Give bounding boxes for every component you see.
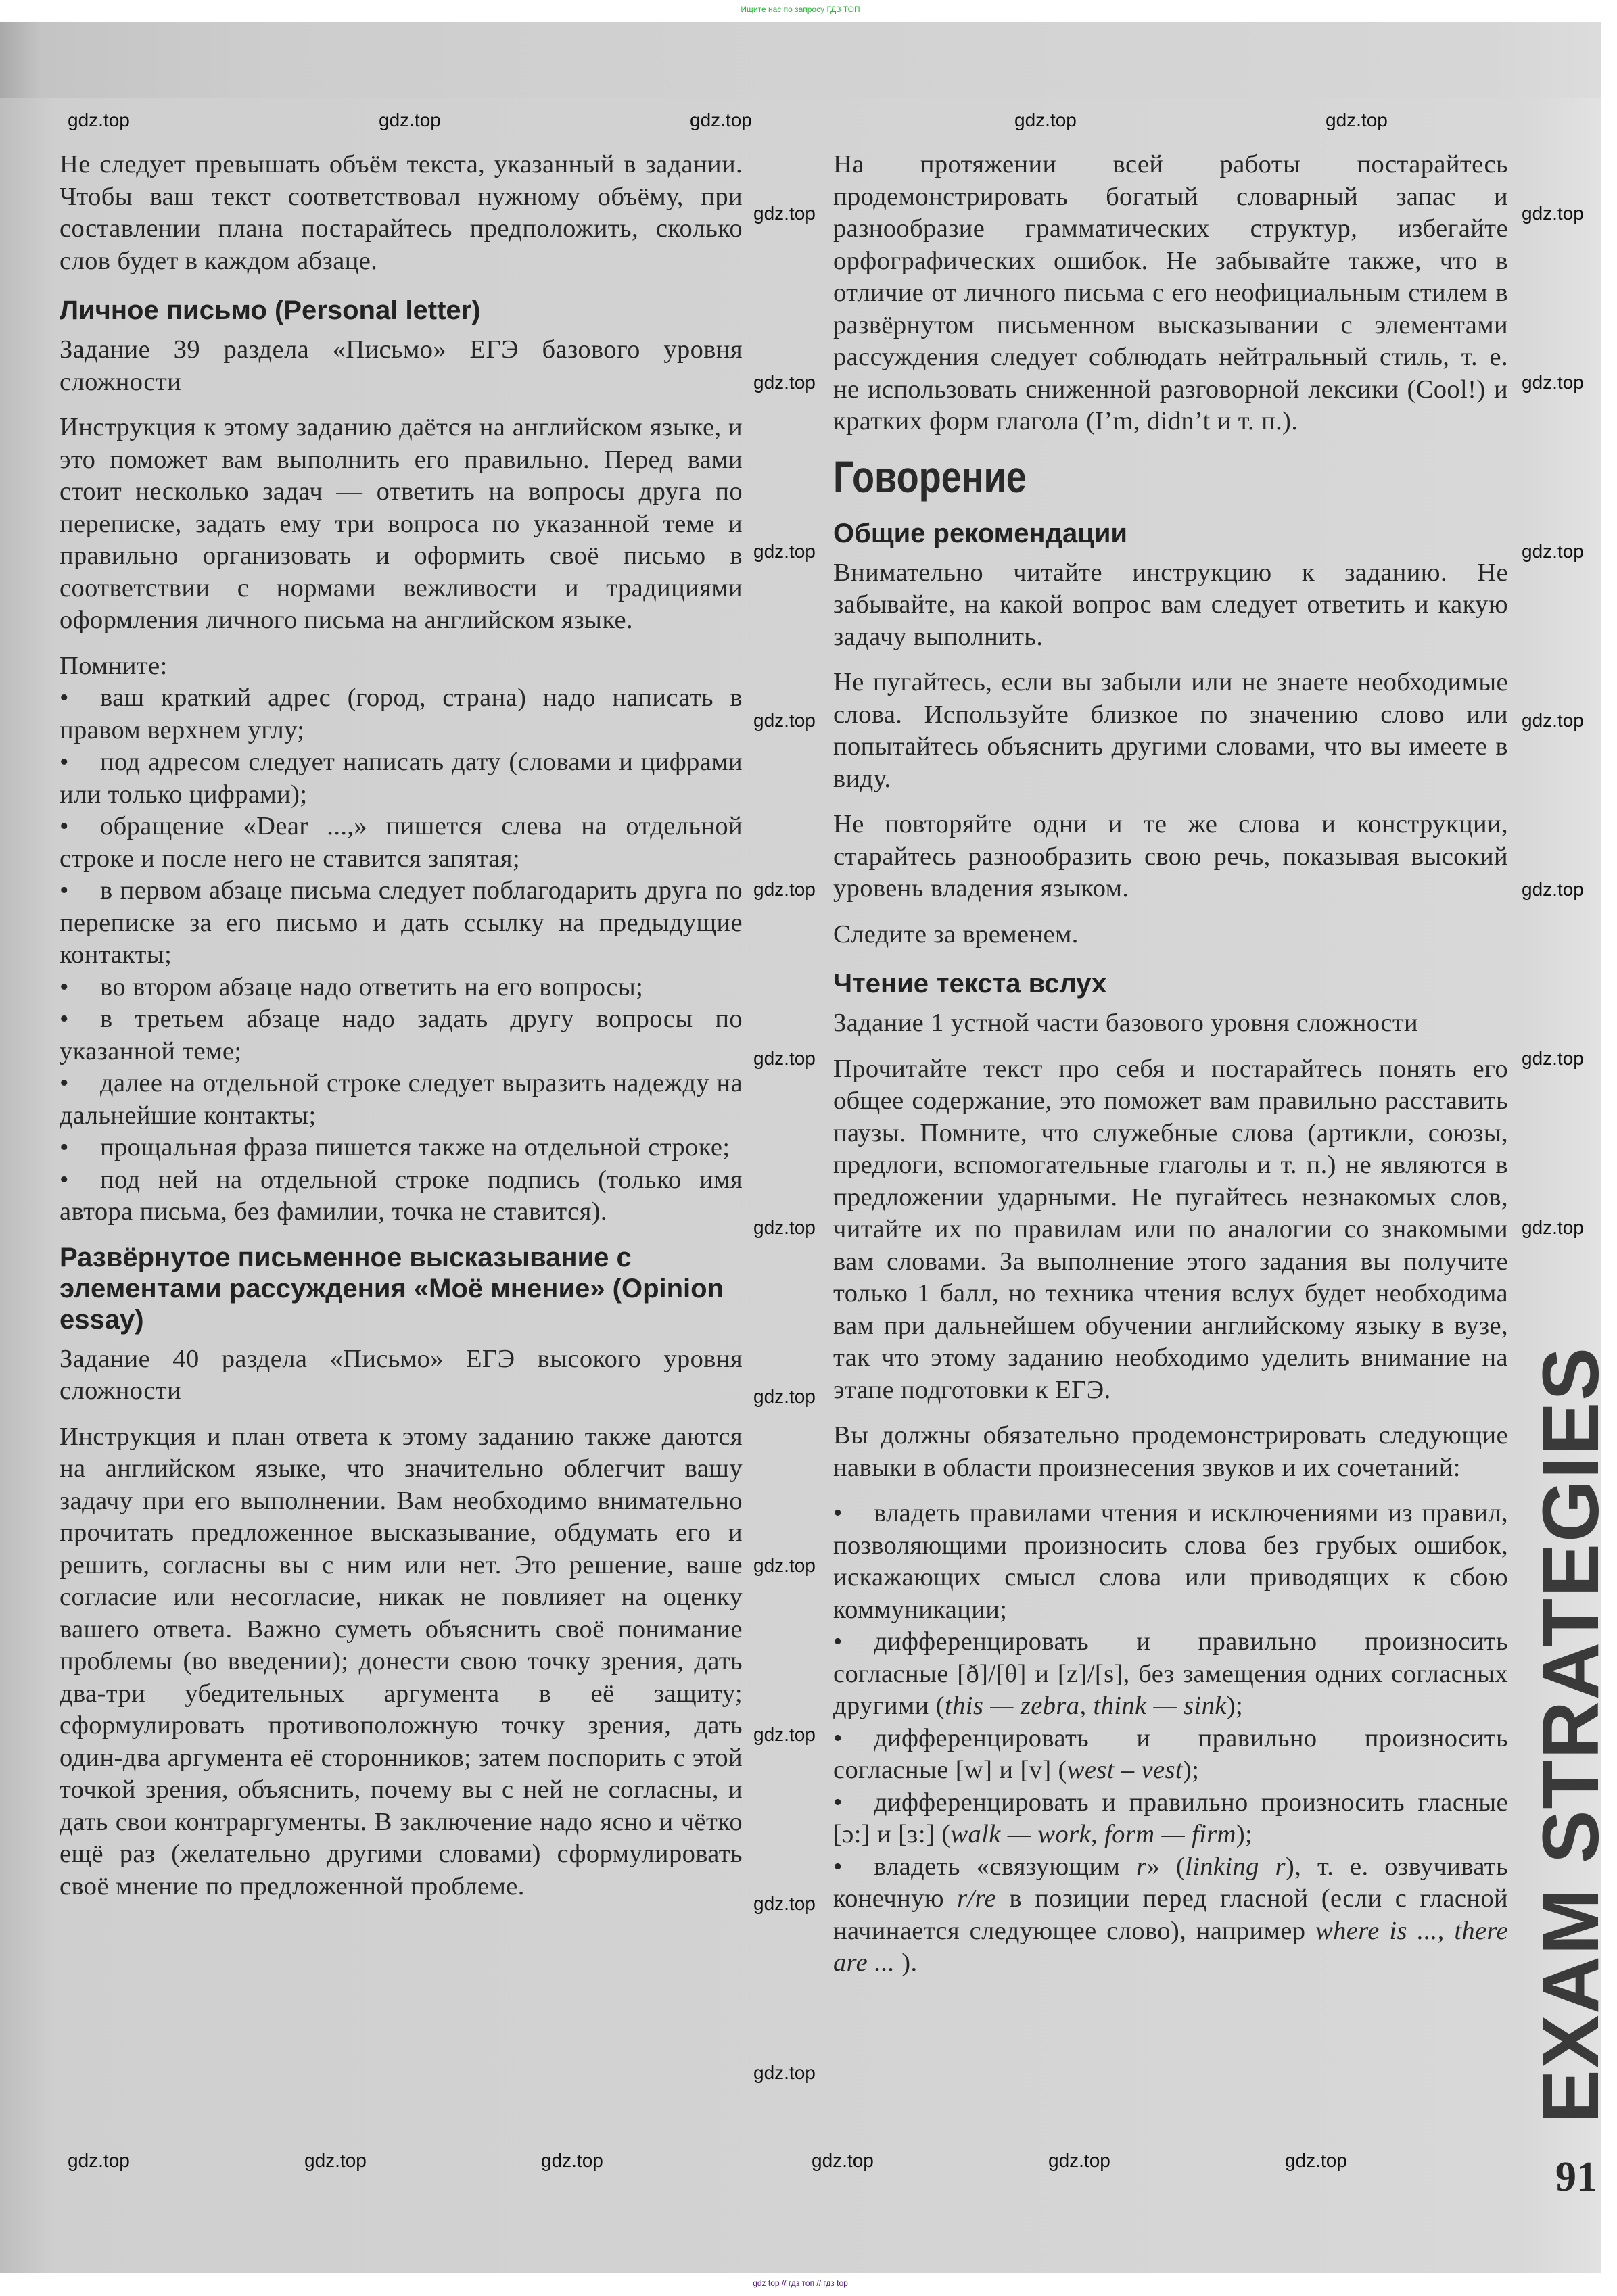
bullet-item (60, 682, 743, 746)
left-column (60, 149, 743, 1916)
watermark-text: gdz.top (379, 110, 441, 130)
watermark-text: gdz.top (1522, 541, 1584, 562)
bullet-icon: • (833, 1723, 843, 1752)
bullet-item (60, 972, 743, 1004)
bullet-text: в третьем абзаце надо задать другу вопросы по указанной теме; (60, 1005, 743, 1066)
watermark-text: gdz.top (1326, 110, 1388, 130)
paragraph: Не пугайтесь, если вы забыли или не знаете необходимые слова. Используйте близкое по значению слово или попытайтесь объяснить другими словами, что вы имеете в виду. (833, 668, 1508, 793)
right-column (833, 149, 1508, 1980)
bullet-item (60, 875, 743, 972)
bullet-text: ); (1236, 1820, 1253, 1848)
bullet-text: во втором абзаце надо ответить на его вопросы; (100, 972, 644, 1001)
watermark-text: gdz.top (753, 1386, 816, 1407)
bullet-item (833, 1787, 1508, 1851)
page-number: 91 (1555, 2154, 1597, 2200)
watermark-text: gdz.top (1048, 2150, 1110, 2171)
bullet-text: ); (1226, 1692, 1244, 1720)
bullet-item (833, 1626, 1508, 1723)
chapter-heading: Говорение (833, 451, 1027, 502)
paragraph: Задание 40 раздела «Письмо» ЕГЭ высокого уровня сложности (60, 1344, 743, 1405)
paragraph: На протяжении всей работы постарайтесь продемонстрировать богатый словарный запас и разнообразие грамматических структур, избегайте орфографических ошибок. Не забывайте также, что в отличие от личного письма с его неофициальным стилем в развёрнутом письменном высказывании с элементами рассуждения следует соблюдать нейтральный стиль, т. е. не использовать сниженной разговорной лексики (Cool!) и кратких форм глагола (I’m, didn’t и т. п.). (833, 150, 1508, 435)
bullet-icon: • (833, 1499, 843, 1527)
section-heading: Личное письмо (Personal letter) (60, 295, 481, 325)
top-banner[interactable]: Ищите нас по запросу ГДЗ ТОП (741, 5, 860, 14)
italic-example: west – vest (1067, 1756, 1183, 1784)
section-heading: Развёрнутое письменное высказывание с элементами рассуждения «Моё мнение» (Opinion essay) (60, 1242, 724, 1335)
bullet-icon: • (60, 1165, 69, 1194)
paragraph: Не следует превышать объём текста, указанный в задании. Чтобы ваш текст соответствовал нужному объёму, при составлении плана постарайтесь предположить, сколько слов будет в каждом абзаце. (60, 150, 743, 275)
paragraph: Внимательно читайте инструкцию к заданию. Не забывайте, на какой вопрос вам следует ответить и какую задачу выполнить. (833, 558, 1508, 651)
paragraph: Задание 39 раздела «Письмо» ЕГЭ базового уровня сложности (60, 335, 743, 396)
bullet-item (833, 1498, 1508, 1626)
watermark-text: gdz.top (304, 2150, 367, 2171)
section-side-label: EXAM STRATEGIES (1526, 1346, 1616, 2123)
paragraph: Помните: (60, 651, 168, 680)
bullet-item (60, 1164, 743, 1228)
watermark-text: gdz.top (1522, 879, 1584, 900)
watermark-text: gdz.top (753, 1048, 816, 1069)
bullet-text: в первом абзаце письма следует поблагодарить друга по переписке за его письмо и дать ссылку на предыдущие контакты; (60, 876, 743, 969)
watermark-text: gdz.top (1014, 110, 1077, 130)
bullet-text: владеть «связующим (874, 1852, 1137, 1881)
bullet-text: ваш краткий адрес (город, страна) надо написать в правом верхнем углу; (60, 684, 743, 744)
watermark-text: gdz.top (753, 541, 816, 562)
bullet-text: обращение «Dear ...,» пишется слева на отдельной строке и после него не ставится запятая; (60, 812, 743, 873)
watermark-text: gdz.top (753, 2062, 816, 2083)
section-heading: Чтение текста вслух (833, 969, 1107, 999)
watermark-text: gdz.top (1522, 1048, 1584, 1069)
bullet-icon: • (60, 1069, 69, 1097)
italic-example: this — zebra, think — sink (945, 1692, 1227, 1720)
bullet-item (60, 746, 743, 811)
bullet-icon: • (60, 876, 69, 905)
bullet-icon: • (60, 1005, 69, 1033)
paragraph: Инструкция и план ответа к этому заданию также даются на английском языке, что значительно облегчит вашу задачу при его выполнении. Вам необходимо внимательно прочитать предложенное высказывание, обдумать его и решить, согласны вы с ним или нет. Это решение, ваше согласие или несогласие, никак не повлияет на оценку вашего ответа. Важно суметь объяснить своё понимание проблемы (во введении); донести свою точку зрения, дать два-три убедительных аргумента в её защиту; сформулировать противоположную точку зрения, дать один-два аргумента её сторонников; затем поспорить с этой точкой зрения, объяснить, почему вы с ней не согласны, и дать свои контраргументы. В заключение надо ясно и чётко ещё раз (желательно другими словами) сформулировать своё мнение по предложенной проблеме. (60, 1422, 743, 1900)
watermark-text: gdz.top (812, 2150, 874, 2171)
italic-example: where is ..., there are ... (833, 1916, 1508, 1977)
bullet-text: ); (1183, 1756, 1200, 1784)
bullet-text: ). (895, 1948, 918, 1977)
bullet-icon: • (60, 1133, 69, 1162)
bullet-icon: • (60, 684, 69, 712)
italic-example: r (1136, 1852, 1147, 1881)
bullet-item (833, 1723, 1508, 1787)
bullet-icon: • (60, 812, 69, 840)
watermark-text: gdz.top (68, 2150, 130, 2171)
watermark-text: gdz.top (68, 110, 130, 130)
bullet-text: в позиции перед гласной (если с гласной начинается следующее слово), например (833, 1884, 1509, 1945)
italic-example: walk — work, form — firm (950, 1820, 1236, 1848)
paragraph: Инструкция к этому заданию даётся на английском языке, и это поможет вам выполнить его правильно. Перед вами стоит несколько задач — ответить на вопросы друга по переписке, задать ему три вопроса по указанной теме и правильно организовать и оформить своё письмо в соответствии с нормами вежливости и традициями оформления личного письма на английском языке. (60, 413, 743, 634)
bullet-text: » ( (1146, 1852, 1186, 1881)
watermark-text: gdz.top (1522, 203, 1584, 224)
bullet-icon: • (833, 1788, 843, 1817)
paragraph: Не повторяйте одни и те же слова и конструкции, старайтесь разнообразить свою речь, показывая высокий уровень владения языком. (833, 810, 1508, 903)
watermark-text: gdz.top (690, 110, 752, 130)
paragraph: Следите за временем. (833, 919, 1079, 949)
paragraph: Прочитайте текст про себя и постарайтесь понять его общее содержание, это поможет вам правильно расставить паузы. Помните, что служебные слова (артикли, союзы, предлоги, вспомогательные глаголы и т. п.) не являются в предложении ударными. Не пугайтесь незнакомых слов, читайте их по правилам или по аналогии со знакомыми вам словами. За выполнение этого задания вы получите только 1 балл, но техника чтения вслух будет необходима вам при дальнейшем обучении английскому языку в вузе, так что этому заданию необходимо уделить внимание на этапе подготовки к ЕГЭ. (833, 1054, 1508, 1404)
bullet-item (60, 1068, 743, 1132)
section-heading: Общие рекомендации (833, 518, 1127, 548)
bullet-text: ), т. е. озвучивать конечную (833, 1852, 1508, 1913)
bullet-text: прощальная фраза пишется также на отдельной строке; (100, 1133, 730, 1162)
bullet-text: дифференцировать и правильно произносить согласные [w] и [v] ( (833, 1723, 1508, 1784)
bullet-item (60, 1003, 743, 1068)
italic-example: linking r (1185, 1852, 1286, 1881)
watermark-text: gdz.top (753, 710, 816, 731)
bullet-icon: • (60, 748, 69, 776)
paragraph: Задание 1 устной части базового уровня сложности (833, 1009, 1419, 1037)
bullet-text: владеть правилами чтения и исключениями из правил, позволяющими произносить слова без грубых ошибок, искажающих смысл слова или приводящих к сбою коммуникации; (833, 1499, 1508, 1624)
watermark-text: gdz.top (753, 879, 816, 900)
bullet-text: дифференцировать и правильно произносить согласные [ð]/[θ] и [z]/[s], без замещения одних согласных другими ( (833, 1627, 1508, 1720)
paragraph: Вы должны обязательно продемонстрировать следующие навыки в области произнесения звуков и их сочетаний: (833, 1421, 1508, 1482)
watermark-text: gdz.top (541, 2150, 603, 2171)
bullet-text: далее на отдельной строке следует выразить надежду на дальнейшие контакты; (60, 1069, 743, 1130)
bullet-item (60, 1132, 743, 1164)
watermark-text: gdz.top (1522, 372, 1584, 393)
bullet-item (833, 1851, 1508, 1980)
italic-example: r/re (957, 1884, 997, 1913)
watermark-text: gdz.top (753, 1893, 816, 1914)
bullet-icon: • (833, 1627, 843, 1656)
bullet-item (60, 811, 743, 875)
watermark-text: gdz.top (1285, 2150, 1347, 2171)
bullet-text: под адресом следует написать дату (словами и цифрами или только цифрами); (60, 748, 743, 809)
watermark-text: gdz.top (753, 1217, 816, 1238)
watermark-text: gdz.top (753, 372, 816, 393)
bullet-text: под ней на отдельной строке подпись (только имя автора письма, без фамилии, точка не ставится). (60, 1165, 743, 1226)
watermark-text: gdz.top (753, 1555, 816, 1576)
bullet-icon: • (60, 972, 69, 1001)
bullet-text: дифференцировать и правильно произносить гласные [ɔ:] и [ɜ:] ( (833, 1788, 1508, 1848)
bottom-banner[interactable]: gdz top // гдз топ // гдз top (753, 2278, 848, 2288)
bullet-icon: • (833, 1852, 843, 1881)
watermark-text: gdz.top (1522, 710, 1584, 731)
watermark-text: gdz.top (753, 1724, 816, 1745)
watermark-text: gdz.top (1522, 1217, 1584, 1238)
watermark-text: gdz.top (753, 203, 816, 224)
